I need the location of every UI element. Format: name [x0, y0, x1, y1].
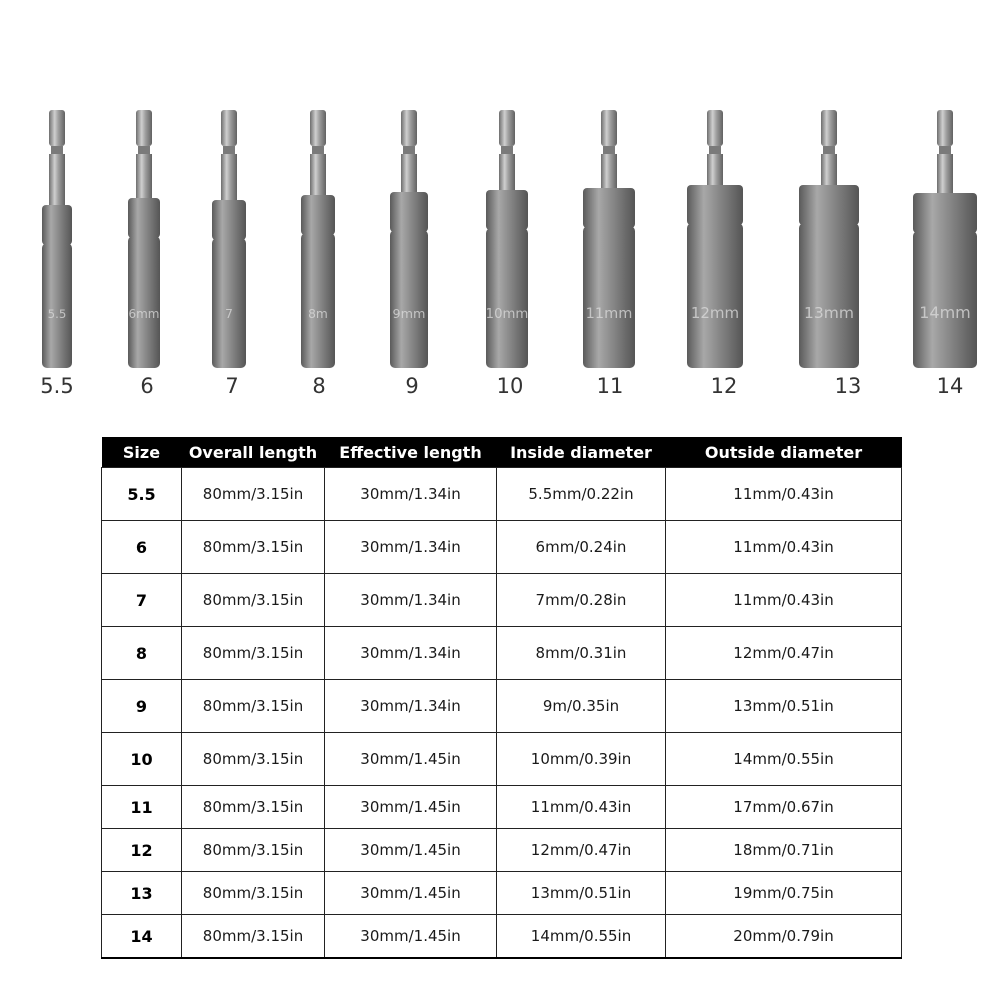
cell-inside-diameter: 14mm/0.55in — [497, 915, 666, 959]
cell-size: 12 — [102, 829, 182, 872]
bit-size-label: 10 — [496, 374, 524, 398]
nut-driver-bit — [687, 110, 743, 368]
bit-engraving: 10mm — [485, 307, 529, 322]
cell-outside-diameter: 18mm/0.71in — [666, 829, 902, 872]
cell-outside-diameter: 11mm/0.43in — [666, 468, 902, 521]
cell-effective-length: 30mm/1.45in — [325, 733, 497, 786]
table-header-row — [102, 437, 902, 468]
cell-outside-diameter: 17mm/0.67in — [666, 786, 902, 829]
nut-driver-bits-photo — [0, 0, 1001, 430]
bit-size-label: 8 — [312, 374, 326, 398]
cell-effective-length: 30mm/1.45in — [325, 872, 497, 915]
cell-outside-diameter: 11mm/0.43in — [666, 574, 902, 627]
cell-outside-diameter: 14mm/0.55in — [666, 733, 902, 786]
cell-effective-length: 30mm/1.45in — [325, 786, 497, 829]
header-effective-length: Effective length — [325, 437, 497, 468]
cell-overall-length: 80mm/3.15in — [182, 872, 325, 915]
bit-size-label: 13 — [834, 374, 862, 398]
cell-size: 11 — [102, 786, 182, 829]
cell-effective-length: 30mm/1.34in — [325, 627, 497, 680]
bit-engraving: 14mm — [919, 303, 971, 322]
nut-driver-bit — [913, 110, 977, 368]
table-row — [102, 829, 902, 872]
cell-outside-diameter: 19mm/0.75in — [666, 872, 902, 915]
table-row — [102, 786, 902, 829]
nut-driver-bit — [583, 110, 635, 368]
table-row — [102, 733, 902, 786]
cell-outside-diameter: 12mm/0.47in — [666, 627, 902, 680]
cell-overall-length: 80mm/3.15in — [182, 829, 325, 872]
cell-size: 14 — [102, 915, 182, 959]
cell-effective-length: 30mm/1.34in — [325, 468, 497, 521]
header-inside-diameter: Inside diameter — [497, 437, 666, 468]
cell-size: 6 — [102, 521, 182, 574]
cell-overall-length: 80mm/3.15in — [182, 627, 325, 680]
table-row — [102, 574, 902, 627]
cell-outside-diameter: 13mm/0.51in — [666, 680, 902, 733]
nut-driver-bit — [128, 110, 160, 368]
header-outside-diameter: Outside diameter — [666, 437, 902, 468]
cell-effective-length: 30mm/1.34in — [325, 680, 497, 733]
cell-overall-length: 80mm/3.15in — [182, 680, 325, 733]
nut-driver-bit — [301, 110, 335, 368]
cell-inside-diameter: 12mm/0.47in — [497, 829, 666, 872]
cell-size: 9 — [102, 680, 182, 733]
bit-engraving: 5.5 — [47, 307, 67, 321]
cell-size: 13 — [102, 872, 182, 915]
table-row — [102, 468, 902, 521]
table-row — [102, 915, 902, 959]
cell-overall-length: 80mm/3.15in — [182, 915, 325, 959]
cell-inside-diameter: 5.5mm/0.22in — [497, 468, 666, 521]
cell-inside-diameter: 8mm/0.31in — [497, 627, 666, 680]
cell-effective-length: 30mm/1.34in — [325, 521, 497, 574]
cell-inside-diameter: 10mm/0.39in — [497, 733, 666, 786]
nut-driver-bit — [212, 110, 246, 368]
nut-driver-bit — [390, 110, 428, 368]
cell-effective-length: 30mm/1.45in — [325, 915, 497, 959]
cell-inside-diameter: 9m/0.35in — [497, 680, 666, 733]
cell-size: 5.5 — [102, 468, 182, 521]
specification-table — [101, 437, 902, 959]
nut-driver-bit — [486, 110, 529, 368]
bit-size-label: 7 — [225, 374, 239, 398]
cell-size: 10 — [102, 733, 182, 786]
bit-size-label: 11 — [596, 374, 624, 398]
header-overall-length: Overall length — [182, 437, 325, 468]
bit-size-label: 6 — [140, 374, 154, 398]
bit-engraving: 8m — [308, 307, 328, 321]
cell-inside-diameter: 13mm/0.51in — [497, 872, 666, 915]
cell-outside-diameter: 20mm/0.79in — [666, 915, 902, 959]
cell-size: 8 — [102, 627, 182, 680]
cell-overall-length: 80mm/3.15in — [182, 521, 325, 574]
nut-driver-bit — [799, 110, 859, 368]
cell-inside-diameter: 6mm/0.24in — [497, 521, 666, 574]
cell-overall-length: 80mm/3.15in — [182, 574, 325, 627]
cell-size: 7 — [102, 574, 182, 627]
bit-engraving: 6mm — [128, 307, 160, 321]
bit-engraving: 9mm — [392, 307, 426, 322]
cell-outside-diameter: 11mm/0.43in — [666, 521, 902, 574]
bit-size-label: 5.5 — [40, 374, 74, 398]
table-row — [102, 627, 902, 680]
cell-inside-diameter: 7mm/0.28in — [497, 574, 666, 627]
cell-effective-length: 30mm/1.45in — [325, 829, 497, 872]
cell-overall-length: 80mm/3.15in — [182, 468, 325, 521]
cell-inside-diameter: 11mm/0.43in — [497, 786, 666, 829]
nut-driver-bit — [42, 110, 72, 368]
cell-overall-length: 80mm/3.15in — [182, 786, 325, 829]
table-row — [102, 680, 902, 733]
bit-engraving: 7 — [225, 307, 233, 321]
bit-size-label: 9 — [405, 374, 419, 398]
bit-engraving: 13mm — [804, 304, 854, 322]
table-row — [102, 872, 902, 915]
bit-size-label: 12 — [710, 374, 738, 398]
bit-engraving: 12mm — [690, 304, 740, 322]
bit-size-label: 14 — [936, 374, 964, 398]
cell-overall-length: 80mm/3.15in — [182, 733, 325, 786]
bit-engraving: 11mm — [585, 306, 633, 322]
cell-effective-length: 30mm/1.34in — [325, 574, 497, 627]
table-row — [102, 521, 902, 574]
header-size: Size — [102, 437, 182, 468]
